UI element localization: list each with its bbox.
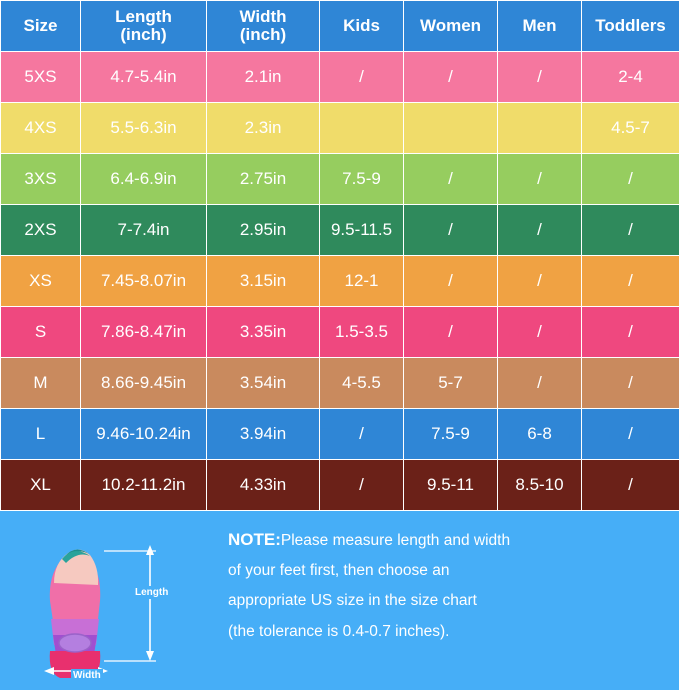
table-cell: 12-1	[320, 256, 404, 307]
table-cell: /	[582, 205, 679, 256]
note-line-1-text: Please measure length and width	[281, 532, 510, 549]
table-cell: /	[320, 460, 404, 511]
header-women-label: Women	[420, 16, 481, 35]
table-cell: /	[498, 205, 582, 256]
table-row	[1, 358, 679, 409]
table-cell: /	[498, 307, 582, 358]
table-cell: 3.15in	[207, 256, 320, 307]
table-cell: /	[582, 307, 679, 358]
note-line-4: (the tolerance is 0.4-0.7 inches).	[228, 617, 667, 647]
table-cell: 2-4	[582, 52, 679, 103]
table-cell: 9.5-11	[404, 460, 498, 511]
note-line-3: appropriate US size in the size chart	[228, 586, 667, 616]
table-cell: /	[498, 52, 582, 103]
table-cell: 4.7-5.4in	[81, 52, 207, 103]
table-cell: 5.5-6.3in	[81, 103, 207, 154]
table-cell: 4.33in	[207, 460, 320, 511]
header-toddlers	[582, 1, 679, 52]
size-label-cell: 2XS	[1, 205, 81, 256]
header-row	[1, 1, 679, 52]
header-men-label: Men	[523, 16, 557, 35]
table-cell: /	[582, 154, 679, 205]
table-cell: 7-7.4in	[81, 205, 207, 256]
header-women	[404, 1, 498, 52]
table-cell	[498, 103, 582, 154]
header-width-label: Width	[239, 7, 286, 26]
table-cell: /	[582, 409, 679, 460]
table-row	[1, 154, 679, 205]
table-cell: 4.5-7	[582, 103, 679, 154]
table-cell: /	[498, 154, 582, 205]
table-cell: 10.2-11.2in	[81, 460, 207, 511]
table-cell: 5-7	[404, 358, 498, 409]
size-label-cell: M	[1, 358, 81, 409]
note-panel	[0, 511, 679, 690]
fin-svg	[20, 523, 220, 683]
table-cell: 7.86-8.47in	[81, 307, 207, 358]
header-toddlers-label: Toddlers	[595, 16, 666, 35]
table-cell: 8.5-10	[498, 460, 582, 511]
table-cell: /	[404, 256, 498, 307]
size-label-cell: 4XS	[1, 103, 81, 154]
table-row	[1, 205, 679, 256]
table-cell: 7.5-9	[404, 409, 498, 460]
table-cell: 7.45-8.07in	[81, 256, 207, 307]
table-row	[1, 409, 679, 460]
header-size-label: Size	[23, 16, 57, 35]
table-row	[1, 256, 679, 307]
table-row	[1, 52, 679, 103]
size-label-cell: XS	[1, 256, 81, 307]
size-label-cell: 3XS	[1, 154, 81, 205]
swim-fin-illustration	[20, 523, 220, 683]
note-label: NOTE:	[228, 530, 281, 549]
size-label-cell: XL	[1, 460, 81, 511]
table-cell: 3.54in	[207, 358, 320, 409]
table-cell: 6.4-6.9in	[81, 154, 207, 205]
header-men	[498, 1, 582, 52]
table-cell: /	[582, 358, 679, 409]
header-kids	[320, 1, 404, 52]
header-length-sub: (inch)	[81, 26, 206, 44]
length-arrow-label: Length	[133, 586, 170, 599]
table-cell: 1.5-3.5	[320, 307, 404, 358]
width-arrow-label: Width	[71, 669, 103, 682]
header-width-sub: (inch)	[207, 26, 319, 44]
table-cell: 4-5.5	[320, 358, 404, 409]
table-cell: /	[404, 154, 498, 205]
size-label-cell: 5XS	[1, 52, 81, 103]
table-cell: 9.5-11.5	[320, 205, 404, 256]
size-label-cell: L	[1, 409, 81, 460]
note-line-2: of your feet first, then choose an	[228, 556, 667, 586]
table-row	[1, 460, 679, 511]
header-size	[1, 1, 81, 52]
header-length-label: Length	[115, 7, 172, 26]
table-cell: /	[498, 256, 582, 307]
table-cell: /	[582, 256, 679, 307]
table-cell: 6-8	[498, 409, 582, 460]
table-row	[1, 103, 679, 154]
table-cell: 3.94in	[207, 409, 320, 460]
table-cell: 8.66-9.45in	[81, 358, 207, 409]
table-cell: 2.75in	[207, 154, 320, 205]
table-cell: /	[320, 409, 404, 460]
table-cell	[320, 103, 404, 154]
table-cell: 2.3in	[207, 103, 320, 154]
table-cell: /	[498, 358, 582, 409]
table-cell: /	[582, 460, 679, 511]
table-cell: 2.95in	[207, 205, 320, 256]
table-body	[1, 52, 679, 511]
table-cell: 2.1in	[207, 52, 320, 103]
table-header	[1, 1, 679, 52]
table-cell: /	[404, 307, 498, 358]
table-cell: /	[320, 52, 404, 103]
note-line-1	[228, 523, 667, 556]
table-cell: 3.35in	[207, 307, 320, 358]
header-length	[81, 1, 207, 52]
header-kids-label: Kids	[343, 16, 380, 35]
table-cell: /	[404, 205, 498, 256]
size-label-cell: S	[1, 307, 81, 358]
table-cell: /	[404, 52, 498, 103]
header-width	[207, 1, 320, 52]
note-text	[228, 523, 667, 647]
table-cell: 9.46-10.24in	[81, 409, 207, 460]
table-row	[1, 307, 679, 358]
table-cell	[404, 103, 498, 154]
table-cell: 7.5-9	[320, 154, 404, 205]
